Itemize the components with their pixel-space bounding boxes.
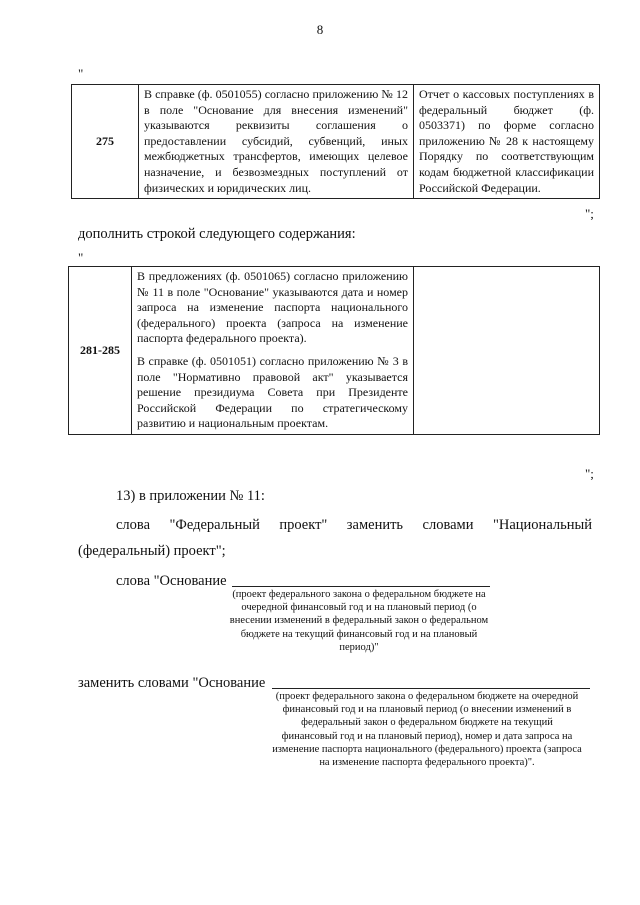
table-row (72, 85, 600, 199)
footnote-1: (проект федерального закона о федеральном бюджете на очередной финансовый год и на плановый период (о внесении изменений в федеральный закон о федеральном бюджете на текущий финансовый год и на плановый период)" (229, 589, 489, 653)
words-basis: слова "Основание (116, 573, 227, 589)
amendment-table-1 (71, 84, 600, 199)
paragraph-proposals: В предложениях (ф. 0501065) согласно приложению № 11 в поле "Основание" указываются дата и номер запроса на изменение паспорта национального (федерального) проекта (запроса на изменение паспорта федерального проекта). (137, 269, 408, 346)
amendment-table-2 (68, 266, 600, 435)
replace-with-basis: заменить словами "Основание (78, 675, 266, 691)
row-description: В справке (ф. 0501055) согласно приложению № 12 в поле "Основание для внесения изменений" указываются реквизиты соглашения о предоставлении субсидий, субвенций, иных межбюджетных трансфертов, имеющих целевое назначение, и безвозмездных поступлений от физических и юридических лиц. (139, 85, 414, 199)
opening-quote-2: " (78, 250, 84, 265)
closing-mark-2: "; (585, 466, 594, 481)
opening-quote-1: " (78, 66, 84, 81)
underline-blank-2 (272, 688, 590, 689)
closing-mark-1: "; (585, 206, 594, 221)
footnote-2: (проект федерального закона о федеральном бюджете на очередной финансовый год и на плановый период (о внесении изменений в федеральный закон о федеральном бюджете на текущий финансовый год и на плановый период), номер и дата запроса на изменение паспорта национального (федерального) проекта (запроса на изменение паспорта федерального проекта)". (272, 691, 582, 769)
item-13-heading: 13) в приложении № 11: (116, 488, 265, 504)
supplement-line: дополнить строкой следующего содержания: (78, 226, 356, 242)
row-description (132, 267, 414, 435)
row-empty-cell (414, 267, 600, 435)
row-number: 275 (72, 85, 139, 199)
underline-blank-1 (232, 586, 490, 587)
row-number: 281-285 (69, 267, 132, 435)
paragraph-certificate: В справке (ф. 0501051) согласно приложению № 3 в поле "Нормативно правовой акт" указывается решение президиума Совета при Президенте Российской Федерации по стратегическому развитию и национальным проектам. (137, 353, 408, 431)
table-row (69, 267, 600, 435)
row-report-form: Отчет о кассовых поступлениях в федеральный бюджет (ф. 0503371) по форме согласно приложению № 28 к настоящему Порядку по соответствующим кодам бюджетной классификации Российской Федерации. (414, 85, 600, 199)
page-number: 8 (316, 22, 324, 37)
replace-federal-line1: слова "Федеральный проект" заменить словами "Национальный (116, 517, 592, 533)
replace-federal-line2: (федеральный) проект"; (78, 543, 226, 559)
